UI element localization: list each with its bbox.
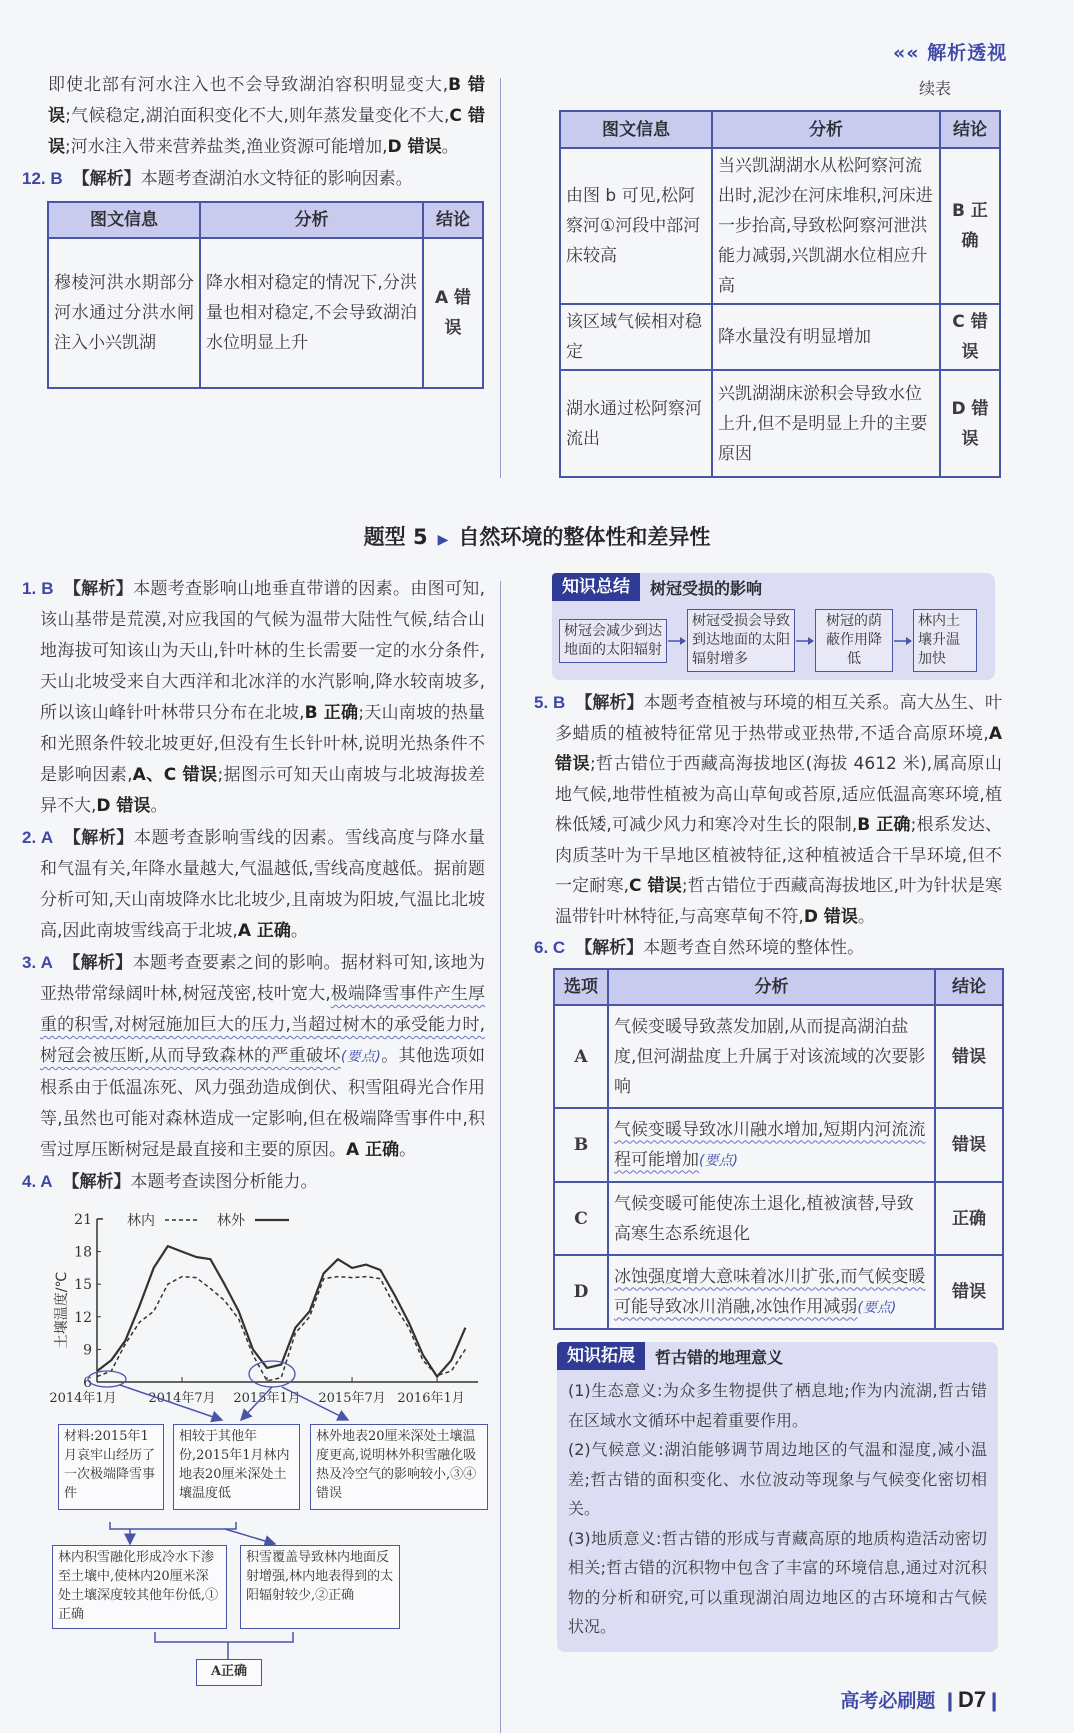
table-cell: 该区域气候相对稳定 <box>560 304 712 370</box>
text-run: 本题考查植被与环境的相互关系。高大丛生、叶多蜡质的植被特征常见于热带或亚热带,不适合高原环境, <box>555 693 1003 744</box>
question-number: 2. A <box>22 828 54 847</box>
text-run: 。 <box>290 921 308 941</box>
legend-label: 林内 <box>127 1213 155 1229</box>
summary-step: 树冠的荫蔽作用降低 <box>815 609 893 672</box>
question-number: 4. A <box>22 1172 53 1191</box>
analysis-tag: 【解析】 <box>575 938 644 958</box>
book-title: 高考必刷题 <box>840 1689 936 1712</box>
text-run: 本题考查自然环境的整体性。 <box>643 938 865 958</box>
analysis-tag: 【解析】 <box>63 828 135 848</box>
table-header: 分析 <box>712 111 940 148</box>
table-header: 图文信息 <box>560 111 712 148</box>
answer-verdict: B 错误 <box>48 75 485 126</box>
table-header: 选项 <box>554 969 608 1005</box>
text-run: 即使北部有河水注入也不会导致湖泊容积明显变大, <box>48 75 449 95</box>
table-cell-result: 错误 <box>935 1108 1003 1182</box>
x-tick-label: 2015年1月 <box>233 1391 301 1406</box>
table-header: 结论 <box>423 202 483 238</box>
knowledge-extension-label: 知识拓展 <box>557 1342 645 1370</box>
analysis-tag: 【解析】 <box>72 169 141 189</box>
table-cell-result: C 错误 <box>940 304 1000 370</box>
table-cell-option: D <box>554 1255 608 1329</box>
table-cell-result: B 正确 <box>940 148 1000 304</box>
knowledge-summary-label: 知识总结 <box>552 573 640 601</box>
section-title <box>0 522 1074 555</box>
knowledge-extension-title: 哲古错的地理意义 <box>655 1347 784 1367</box>
table-header: 结论 <box>935 969 1003 1005</box>
arrow-right-icon <box>667 635 687 647</box>
flow-box-reflection: 积雪覆盖导致林内地面反射增强,林内地表得到的太阳辐射较少,②正确 <box>240 1545 400 1629</box>
x-tick-label: 2014年1月 <box>49 1391 117 1406</box>
answer-verdict: C 错误 <box>629 876 682 896</box>
flow-box-result: A正确 <box>196 1659 262 1686</box>
flow-box-outside-forest: 林外地表20厘米深处土壤温度更高,说明林外积雪融化吸热及冷空气的影响较小,③④错误 <box>310 1424 488 1510</box>
table-cell: 兴凯湖湖床淤积会导致水位上升,但不是明显上升的主要原因 <box>712 370 940 477</box>
text-run: 气候变暖可能使冻土退化,植被演替,导致高寒生态系统退化 <box>614 1193 914 1244</box>
arrow-right-icon <box>795 635 815 647</box>
text-run: 。 <box>441 137 459 157</box>
extension-item: (2)气候意义:湖泊能够调节周边地区的气温和湿度,减小温差;哲古错的面积变化、水位波动等现象与气候变化密切相关。 <box>568 1440 987 1518</box>
connector-line <box>155 1632 293 1642</box>
question-3 <box>22 947 485 1166</box>
analysis-tag: 【解析】 <box>62 1172 131 1192</box>
y-tick-label: 12 <box>74 1309 92 1326</box>
question-5 <box>534 688 1002 932</box>
separator: ❙ <box>986 1689 1002 1712</box>
summary-steps <box>552 601 995 680</box>
text-run: ;据图示可知天山南坡与北坡海拔差异不大, <box>40 765 485 816</box>
table-cell-result: 错误 <box>935 1255 1003 1329</box>
y-tick-label: 6 <box>83 1375 92 1391</box>
text-run: ;哲古错位于西藏高海拔地区,叶为针状是寒温带针叶林特征,与高寒草甸不符, <box>555 876 1002 927</box>
continued-label: 续表 <box>918 79 951 98</box>
question-1 <box>22 573 485 822</box>
summary-step: 树冠会减少到达地面的太阳辐射 <box>559 619 667 663</box>
table-q12-continued <box>559 110 1001 478</box>
page-footer <box>534 1686 1002 1713</box>
table-cell-result: A 错误 <box>423 238 483 388</box>
y-tick-label: 21 <box>74 1211 92 1228</box>
table-cell <box>608 1255 935 1329</box>
question-number: 3. A <box>22 953 53 972</box>
knowledge-summary-box <box>552 573 995 680</box>
text-run: 。 <box>399 1140 417 1160</box>
answer-11-continuation <box>22 70 485 163</box>
column-divider <box>500 78 501 478</box>
series-line-outside-forest <box>97 1246 465 1377</box>
double-chevron-left-icon: «« <box>893 42 920 64</box>
text-run: 本题考查影响山地垂直带谱的因素。由图可知,该山基带是荒漠,对应我国的气候为温带大陆性气候,结合山地海拔可知该山为天山,针叶林的生长需要一定的水分条件,天山北坡受来自大西洋和北冰洋的水汽影响,降水较南坡多,所以该山峰针叶林带只分布在北坡, <box>40 579 486 723</box>
extension-item: (3)地质意义:哲古错的形成与青藏高原的地质构造活动密切相关;哲古错的沉积物中包含了丰富的环境信息,通过对沉积物的分析和研究,可以重现湖泊周边地区的古环境和古气候状况。 <box>568 1528 987 1636</box>
text-run: ;哲古错位于西藏高海拔地区(海拔 4612 米),属高原山地气候,地带性植被为高山草甸或苔原,适应低温高寒环境,植株低矮,可减少风力和寒冷对生长的限制, <box>555 754 1003 835</box>
triangle-right-icon: ▶ <box>437 532 449 548</box>
summary-step: 林内土壤升温加快 <box>913 609 977 672</box>
table-header: 结论 <box>940 111 1000 148</box>
knowledge-summary-header <box>552 573 995 601</box>
knowledge-summary-title: 树冠受损的影响 <box>650 578 763 598</box>
text-run: ;天山南坡的热量和光照条件较北坡更好,但没有生长针叶林,说明光热条件不是影响因素, <box>40 703 485 785</box>
page-number: D7 <box>957 1686 987 1712</box>
analysis-tag: 【解析】 <box>575 693 644 713</box>
text-run: ;气候稳定,湖泊面积变化不大,则年蒸发量变化不大, <box>65 106 450 126</box>
answer-verdict: B 正确 <box>304 703 359 723</box>
table-header: 分析 <box>608 969 935 1005</box>
knowledge-extension-box <box>557 1342 998 1652</box>
left-questions <box>22 573 485 1198</box>
extension-item: (1)生态意义:为众多生物提供了栖息地;作为内流湖,哲古错在区域水文循环中起着重要作用。 <box>568 1381 987 1430</box>
key-point-text: 极端降雪事件产生厚重的积雪,对树冠施加巨大的压力,当超过树木的承受能力时,树冠会被压断,从而导致森林的严重破坏 <box>40 984 485 1066</box>
knowledge-extension-body <box>557 1370 998 1652</box>
y-axis-label: 土壤温度/℃ <box>54 1271 70 1349</box>
text-run: 本题考查要素之间的影响。据材料可知,该地为亚热带常绿阔叶林,树冠茂密,枝叶宽大, <box>40 953 486 1004</box>
text-run: 。其他选项如根系由于低温冻死、风力强劲造成倒伏、积雪阻碍光合作用等,虽然也可能对森林造成一定影响,但在极端降雪事件中,积雪过厚压断树冠是最直接和主要的原因。 <box>40 1046 485 1160</box>
x-tick-label: 2014年7月 <box>148 1391 216 1406</box>
legend-label: 林外 <box>217 1213 245 1229</box>
text-run: 气候变暖导致蒸发加剧,从而提高湖泊盐度,但河湖盐度上升属于对该流域的次要影响 <box>614 1016 926 1097</box>
text-run: 。 <box>150 796 168 816</box>
table-cell <box>608 1108 935 1182</box>
top-left-block <box>22 70 485 389</box>
flow-box-observation: 相较于其他年份,2015年1月林内地表20厘米深处土壤温度低 <box>173 1424 300 1510</box>
table-q12 <box>47 201 484 389</box>
table-cell <box>608 1182 935 1255</box>
key-point-text: 冰蚀强度增大意味着冰川扩张,而气候变暖可能导致冰川消融,冰蚀作用减弱 <box>614 1266 926 1317</box>
answer-verdict: A 错误 <box>555 723 1002 774</box>
main-section <box>0 573 1074 1733</box>
key-point-note: (要点) <box>699 1152 738 1169</box>
y-tick-label: 9 <box>83 1342 92 1359</box>
answer-verdict: A 正确 <box>346 1140 400 1160</box>
table-cell: 由图 b 可见,松阿察河①河段中部河床较高 <box>560 148 712 304</box>
text-run: 本题考查读图分析能力。 <box>130 1172 318 1192</box>
answer-verdict: D 错误 <box>387 137 442 157</box>
right-column <box>534 573 1002 1733</box>
connector-line <box>110 1522 236 1529</box>
table-cell-option: A <box>554 1005 608 1108</box>
answer-verdict: C 错误 <box>48 106 485 157</box>
question-number: 1. B <box>22 579 54 598</box>
section-number: 题型 5 <box>363 525 428 549</box>
table-cell-result: D 错误 <box>940 370 1000 477</box>
table-cell: 当兴凯湖湖水从松阿察河流出时,泥沙在河床堆积,河床进一步抬高,导致松阿察河泄洪能力减弱,兴凯湖水位相应升高 <box>712 148 940 304</box>
column-divider <box>500 581 501 1733</box>
question-4 <box>22 1166 485 1198</box>
top-right-block <box>559 70 1001 478</box>
x-tick-label: 2016年1月 <box>397 1391 465 1406</box>
key-point-text: 气候变暖导致冰川融水增加,短期内河流流程可能增加 <box>614 1119 926 1170</box>
knowledge-extension-header <box>557 1342 998 1370</box>
question-5-block <box>534 688 1002 964</box>
table-cell: 降水量没有明显增加 <box>712 304 940 370</box>
table-cell: 降水相对稳定的情况下,分洪量也相对稳定,不会导致湖泊水位明显上升 <box>200 238 423 388</box>
question-number: 12. B <box>22 169 63 188</box>
chart-and-flow <box>0 1202 500 1692</box>
table-cell: 穆棱河洪水期部分河水通过分洪水闸注入小兴凯湖 <box>48 238 200 388</box>
key-point-note: (要点) <box>340 1049 381 1065</box>
section-heading: 自然环境的整体性和差异性 <box>458 525 711 549</box>
answer-verdict: A 正确 <box>237 921 291 941</box>
left-column <box>22 573 485 1692</box>
x-tick-label: 2015年7月 <box>318 1391 386 1406</box>
text-run: 。 <box>857 906 875 927</box>
highlight-ellipse <box>249 1361 295 1387</box>
analysis-tag: 【解析】 <box>62 953 133 973</box>
table-cell-option: C <box>554 1182 608 1255</box>
y-tick-label: 18 <box>74 1244 92 1261</box>
table-cell-option: B <box>554 1108 608 1182</box>
flow-box-meltwater: 林内积雪融化形成冷水下渗至土壤中,使林内20厘米深处土壤深度较其他年份低,①正确 <box>52 1545 227 1629</box>
arrow-right-icon <box>893 635 913 647</box>
answer-verdict: D 错误 <box>96 796 151 816</box>
analysis-tag: 【解析】 <box>63 579 134 599</box>
top-section <box>0 70 1074 478</box>
question-2 <box>22 822 485 947</box>
answer-verdict: A、C 错误 <box>132 765 218 785</box>
text-run: 本题考查影响雪线的因素。雪线高度与降水量和气温有关,年降水量越大,气温越低,雪线高度越低。据前题分析可知,天山南坡降水比北坡少,且南坡为阳坡,气温比北坡高,因此南坡雪线高于北坡, <box>40 828 485 941</box>
table-cell-result: 错误 <box>935 1005 1003 1108</box>
separator: ❙ <box>942 1689 958 1712</box>
answer-verdict: B 正确 <box>857 815 911 835</box>
question-12 <box>22 163 485 195</box>
table-cell <box>608 1005 935 1108</box>
summary-step: 树冠受损会导致到达地面的太阳辐射增多 <box>687 609 795 672</box>
key-point-note: (要点) <box>857 1299 897 1316</box>
flow-box-material: 材料:2015年1月哀牢山经历了一次极端降雪事件 <box>58 1424 164 1510</box>
answer-verdict: D 错误 <box>803 906 858 927</box>
arrow-connector <box>225 1529 275 1544</box>
table-cell: 湖水通过松阿察河流出 <box>560 370 712 477</box>
section-label: 解析透视 <box>927 42 1008 64</box>
question-6 <box>534 932 1002 964</box>
text-run: ;河水注入带来营养盐类,渔业资源可能增加, <box>65 137 388 157</box>
table-cell-result: 正确 <box>935 1182 1003 1255</box>
y-tick-label: 15 <box>74 1277 92 1294</box>
table-header: 分析 <box>200 202 423 238</box>
table-header: 图文信息 <box>48 202 200 238</box>
table-q6 <box>553 968 1004 1330</box>
text-run: 本题考查湖泊水文特征的影响因素。 <box>140 169 413 189</box>
text-run: ;根系发达、肉质茎叶为干旱地区植被特征,这种植被适合干旱环境,但不一定耐寒, <box>555 815 1002 896</box>
question-number: 6. C <box>534 938 566 957</box>
question-number: 5. B <box>534 693 566 712</box>
